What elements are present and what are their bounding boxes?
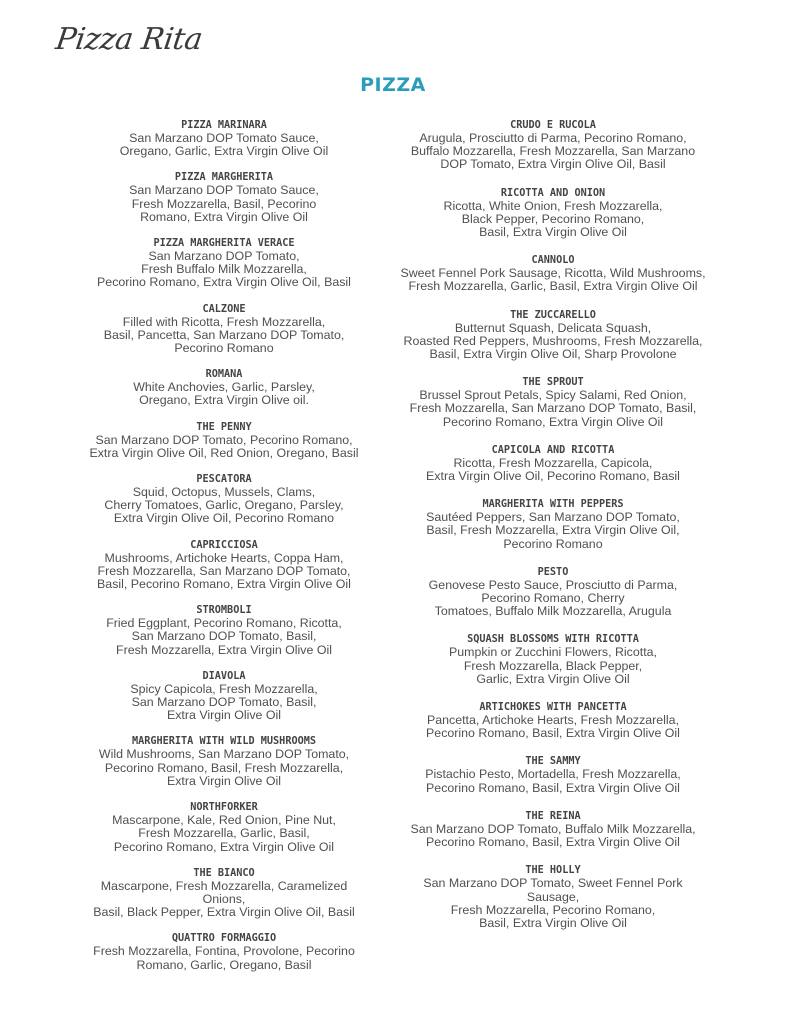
menu-item-description-line: Basil, Extra Virgin Olive Oil, Sharp Provolone (429, 347, 677, 362)
menu-item (82, 736, 366, 788)
menu-item-description-line: Extra Virgin Olive Oil, Red Onion, Oregano, Basil (89, 445, 359, 460)
menu-item-name: PIZZA MARGHERITA VERACE (153, 238, 295, 250)
menu-item-description-line: Mascarpone, Fresh Mozzarella, Caramelized Onions, (100, 878, 348, 906)
menu-item (398, 310, 708, 362)
menu-item-description-line: Fresh Mozzarella, Garlic, Basil, (138, 826, 310, 841)
menu-item-description-line: San Marzano DOP Tomato, Basil, (131, 695, 317, 710)
menu-item-description-line: Fried Eggplant, Pecorino Romano, Ricotta, (106, 616, 342, 631)
menu-item-name: RICOTTA AND ONION (500, 187, 606, 199)
menu-item-description-line: Extra Virgin Olive Oil, Pecorino Romano, Basil (426, 469, 680, 484)
menu-item-name: CALZONE (202, 303, 246, 315)
menu-item-name: CRUDO E RUCOLA (510, 120, 596, 131)
menu-item (398, 567, 708, 619)
menu-item-description-line: Buffalo Mozzarella, Fresh Mozzarella, San Marzano (410, 144, 696, 159)
menu-item (82, 304, 366, 356)
menu-item-name: DIAVOLA (202, 670, 246, 682)
menu-item-description-line: Pecorino Romano, Extra Virgin Olive Oil, Basil (97, 275, 351, 290)
menu-item-description-line: Fresh Mozzarella, San Marzano DOP Tomato, (97, 563, 351, 578)
menu-item-description-line: Basil, Black Pepper, Extra Virgin Olive Oil, Basil (93, 905, 355, 920)
menu-item-description-line: Fresh Mozzarella, Black Pepper, (463, 658, 643, 673)
brand-logo: Pizza Rita (53, 22, 205, 57)
menu-item-description-line: Cherry Tomatoes, Garlic, Oregano, Parsley, (104, 498, 344, 513)
menu-item-name: NORTHFORKER (190, 802, 258, 814)
menu-item-description-line: Pecorino Romano, Basil, Extra Virgin Olive Oil (426, 726, 680, 741)
menu-item-description-line: San Marzano DOP Tomato Sauce, (129, 183, 319, 198)
menu-item (82, 802, 366, 854)
menu-item (398, 756, 708, 794)
menu-item-name: THE SPROUT (522, 377, 584, 389)
menu-item-description-line: Black Pepper, Pecorino Romano, (461, 211, 645, 226)
menu-item (398, 865, 708, 930)
menu-item-description-line: Fresh Mozzarella, Extra Virgin Olive Oil (116, 642, 332, 657)
menu-item-description-line: Pecorino Romano, Extra Virgin Olive Oil (113, 839, 335, 854)
menu-item (82, 868, 366, 920)
menu-item-description-line: Spicy Capicola, Fresh Mozzarella, (130, 681, 318, 696)
menu-item-description-line: Fresh Mozzarella, Basil, Pecorino (131, 196, 317, 211)
menu-item-description-line: Pecorino Romano, Basil, Fresh Mozzarella, (104, 760, 344, 775)
menu-item-description-line: Extra Virgin Olive Oil (166, 773, 282, 788)
menu-item-name: ROMANA (205, 369, 243, 381)
menu-item-description-line: San Marzano DOP Tomato Sauce, (129, 131, 319, 145)
menu-item-description-line: Fresh Mozzarella, Garlic, Basil, Extra Virgin Olive Oil (408, 279, 698, 294)
menu-item-description-line: DOP Tomato, Extra Virgin Olive Oil, Basil (440, 157, 666, 172)
menu-item-description-line: Basil, Fresh Mozzarella, Extra Virgin Olive Oil, (426, 523, 680, 538)
menu-item-description-line: Basil, Extra Virgin Olive Oil (479, 225, 627, 240)
menu-item (398, 445, 708, 483)
menu-item-name: PESTO (537, 566, 569, 578)
menu-item-name: THE REINA (525, 810, 581, 822)
menu-item-name: SQUASH BLOSSOMS WITH RICOTTA (467, 634, 639, 646)
menu-item-name: THE BIANCO (193, 867, 255, 879)
menu-item-description-line: Mascarpone, Kale, Red Onion, Pine Nut, (112, 813, 336, 828)
menu-item-name: THE SAMMY (525, 756, 581, 768)
menu-item-description-line: Pistachio Pesto, Mortadella, Fresh Mozzarella, (425, 767, 681, 782)
menu-item (398, 120, 708, 172)
menu-item-name: PIZZA MARINARA (181, 120, 267, 131)
menu-item-description-line: Pecorino Romano, Extra Virgin Olive Oil (442, 414, 664, 429)
menu-item-name: CANNOLO (531, 255, 575, 267)
menu-item-description-line: Romano, Extra Virgin Olive Oil (140, 209, 308, 224)
menu-item-description-line: Arugula, Prosciutto di Parma, Pecorino Romano, (419, 131, 687, 145)
menu-item-description-line: Basil, Pancetta, San Marzano DOP Tomato, (103, 327, 345, 342)
menu-item-description-line: Pecorino Romano, Cherry (481, 591, 625, 606)
menu-item-description-line: Fresh Mozzarella, Pecorino Romano, (450, 902, 656, 917)
menu-item-description-line: Basil, Pecorino Romano, Extra Virgin Olive Oil (97, 577, 351, 592)
menu-item-description-line: Filled with Ricotta, Fresh Mozzarella, (122, 314, 326, 329)
menu-item (398, 188, 708, 240)
menu-item-description-line: Wild Mushrooms, San Marzano DOP Tomato, (98, 747, 350, 762)
menu-item (398, 811, 708, 849)
menu-item-description-line: San Marzano DOP Tomato, Pecorino Romano, (95, 432, 353, 447)
menu-item-name: MARGHERITA WITH PEPPERS (482, 499, 624, 511)
menu-item-name: QUATTRO FORMAGGIO (171, 933, 277, 945)
menu-item-description-line: Pancetta, Artichoke Hearts, Fresh Mozzarella, (426, 713, 680, 728)
menu-item (82, 172, 366, 224)
menu-item (82, 474, 366, 526)
menu-column-left (82, 120, 366, 972)
menu-item-name: THE HOLLY (525, 865, 581, 877)
menu-item-description-line: Fresh Mozzarella, San Marzano DOP Tomato, Basil, (409, 401, 697, 416)
menu-item-description-line: Oregano, Extra Virgin Olive oil. (139, 393, 309, 408)
menu-item (398, 499, 708, 551)
menu-item-description-line: Squid, Octopus, Mussels, Clams, (132, 485, 316, 500)
menu-item-description-line: Butternut Squash, Delicata Squash, (454, 320, 652, 335)
menu-item-name: CAPICOLA AND RICOTTA (491, 444, 615, 456)
menu-item-description-line: White Anchovies, Garlic, Parsley, (133, 380, 315, 395)
section-title: PIZZA (360, 74, 426, 96)
menu-item-description-line: Basil, Extra Virgin Olive Oil (479, 915, 627, 930)
menu-item-description-line: Roasted Red Peppers, Mushrooms, Fresh Mozzarella, (403, 333, 703, 348)
menu-item-description-line: Brussel Sprout Petals, Spicy Salami, Red Onion, (419, 388, 687, 403)
menu-item-description-line: Romano, Garlic, Oregano, Basil (136, 957, 312, 972)
menu-item-description-line: Genovese Pesto Sauce, Prosciutto di Parma, (428, 577, 678, 592)
menu-item-description-line: Oregano, Garlic, Extra Virgin Olive Oil (119, 144, 329, 159)
menu-item-description-line: Mushrooms, Artichoke Hearts, Coppa Ham, (104, 550, 344, 565)
menu-item-description-line: San Marzano DOP Tomato, Buffalo Milk Mozzarella, (410, 821, 696, 836)
menu-item-description-line: Extra Virgin Olive Oil (166, 708, 282, 723)
menu-item-description-line: San Marzano DOP Tomato, Basil, (131, 629, 317, 644)
menu-item-name: PIZZA MARGHERITA (174, 172, 274, 184)
menu-item-description-line: Fresh Buffalo Milk Mozzarella, (141, 262, 307, 277)
menu-item (82, 540, 366, 592)
menu-item (398, 634, 708, 686)
menu-item (398, 377, 708, 429)
menu-item (398, 702, 708, 740)
menu-item-name: CAPRICCIOSA (190, 539, 258, 551)
menu-item-name: STROMBOLI (196, 605, 252, 617)
menu-item (82, 422, 366, 460)
menu-item-description-line: Pecorino Romano, Basil, Extra Virgin Olive Oil (426, 780, 680, 795)
menu-item-name: ARTICHOKES WITH PANCETTA (479, 702, 627, 714)
menu-item-name: THE ZUCCARELLO (510, 309, 596, 321)
menu-item (82, 671, 366, 723)
menu-item-description-line: San Marzano DOP Tomato, (148, 249, 300, 264)
menu-item-description-line: Extra Virgin Olive Oil, Pecorino Romano (113, 511, 335, 526)
menu-item (398, 255, 708, 293)
menu-item-description-line: Tomatoes, Buffalo Milk Mozzarella, Arugula (434, 604, 672, 619)
menu-item (82, 605, 366, 657)
menu-item-name: MARGHERITA WITH WILD MUSHROOMS (131, 736, 316, 748)
menu-item-description-line: Garlic, Extra Virgin Olive Oil (476, 671, 630, 686)
menu-item (82, 933, 366, 971)
menu-item-name: THE PENNY (196, 421, 252, 433)
menu-item-description-line: Fresh Mozzarella, Fontina, Provolone, Pecorino (93, 944, 355, 959)
menu-item-description-line: Ricotta, White Onion, Fresh Mozzarella, (443, 198, 663, 213)
menu-item-description-line: Pecorino Romano (174, 341, 274, 356)
menu-item (82, 120, 366, 158)
menu-item-description-line: Pecorino Romano, Basil, Extra Virgin Olive Oil (426, 835, 680, 850)
menu-item-description-line: Pecorino Romano (503, 536, 603, 551)
menu-item-name: PESCATORA (196, 474, 252, 486)
menu-item (82, 238, 366, 290)
menu-item-description-line: San Marzano DOP Tomato, Sweet Fennel Pork Sausage, (423, 876, 683, 904)
menu-item-description-line: Pumpkin or Zucchini Flowers, Ricotta, (449, 645, 657, 660)
menu-item-description-line: Sweet Fennel Pork Sausage, Ricotta, Wild Mushrooms, (400, 266, 706, 281)
menu-item (82, 369, 366, 407)
menu-column-right (398, 120, 708, 930)
menu-item-description-line: Ricotta, Fresh Mozzarella, Capicola, (453, 455, 653, 470)
menu-item-description-line: Sautéed Peppers, San Marzano DOP Tomato, (426, 510, 680, 525)
